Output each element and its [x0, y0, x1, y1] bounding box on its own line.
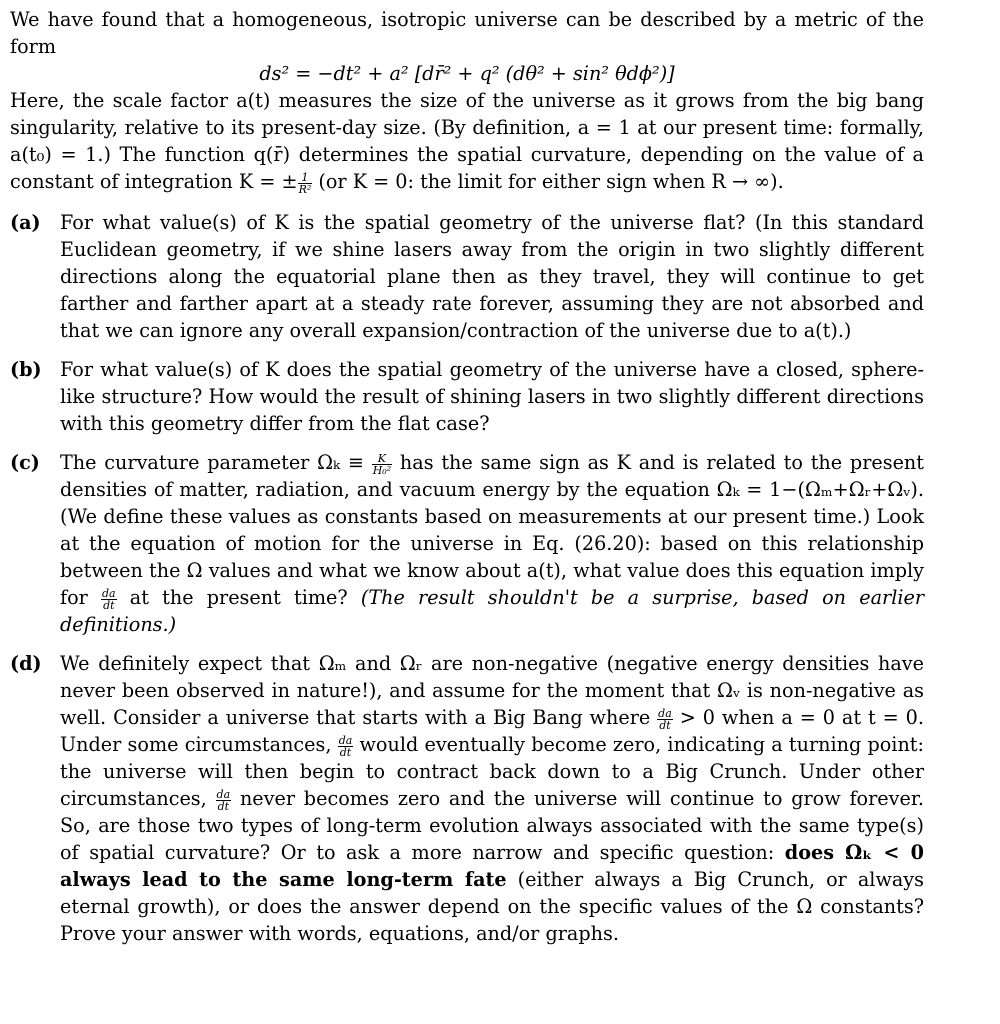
- part-d: [10, 650, 924, 947]
- part-d-text-3: would eventually become zero, indicating a turning point: the universe will then begin to contract back down to a Big Crunch. Under other circumstances,: [60, 733, 924, 810]
- part-d-text: [60, 650, 924, 947]
- part-a: [10, 209, 924, 344]
- part-b-label: (b): [10, 358, 42, 381]
- intro-paragraph-1: We have found that a homogeneous, isotropic universe can be described by a metric of the form: [10, 8, 924, 58]
- metric-equation: ds² = −dt² + a² [dr̄² + q² (dθ² + sin² θdϕ²)]: [259, 62, 675, 85]
- part-c-italic-note: (The result shouldn't be a surprise, based on earlier definitions.): [60, 586, 924, 636]
- part-c-text-1: The curvature parameter Ωₖ ≡: [60, 451, 372, 474]
- part-a-label: (a): [10, 211, 41, 234]
- intro-paragraph-2: [10, 87, 924, 195]
- one-over-r-squared-fraction: [298, 172, 313, 195]
- fraction-numerator: 1: [298, 172, 313, 184]
- part-b-text: For what value(s) of K does the spatial geometry of the universe have a closed, sphere-like structure? How would the result of shining lasers in two slightly different directions with this geometry differ from the flat case?: [60, 358, 924, 435]
- fraction-numerator: da: [658, 706, 672, 720]
- part-d-text-4: never becomes zero and the universe will continue to grow forever. So, are those two types of long-term evolution always associated with the same type(s) of spatial curvature? Or to ask a more narrow and specific question:: [60, 787, 924, 864]
- fraction-denominator: dt: [659, 718, 671, 732]
- part-c-text-2: has the same sign as K and is related to the present densities of matter, radiation, and vacuum energy by the equation Ωₖ = 1−(Ωₘ+Ωᵣ+Ωᵥ). (We define these values as constants based on measurements at our present time.) Look at the equation of motion for the universe in Eq. (26.20): based on this relationship between the Ω values and what we know about a(t), what value does this equation imply for: [60, 451, 924, 609]
- fraction-denominator: dt: [103, 598, 115, 612]
- part-d-bold-question: does Ωₖ < 0 always lead to the same long-term fate: [60, 841, 924, 891]
- da-dt-fraction: [101, 588, 117, 611]
- da-dt-fraction: [338, 735, 354, 758]
- part-c-text: [60, 449, 924, 638]
- fraction-denominator: dt: [339, 745, 352, 759]
- part-d-text-2: > 0 when a = 0 at t = 0. Under some circumstances,: [60, 706, 924, 756]
- fraction-numerator: K: [372, 453, 392, 465]
- da-dt-fraction: [216, 789, 232, 812]
- part-d-label: (d): [10, 652, 42, 675]
- fraction-denominator: R²: [298, 182, 312, 196]
- fraction-denominator: H₀²: [372, 463, 392, 477]
- part-b: [10, 356, 924, 437]
- part-c-label: (c): [10, 451, 40, 474]
- k-over-h0-squared-fraction: [372, 453, 392, 476]
- da-dt-fraction: [657, 708, 673, 731]
- part-d-text-1: We definitely expect that Ωₘ and Ωᵣ are non-negative (negative energy densities have never been observed in nature!), and assume for the moment that Ωᵥ is non-negative as well. Consider a universe that starts with a Big Bang where: [60, 652, 924, 729]
- part-c-text-3: at the present time?: [116, 586, 361, 609]
- fraction-numerator: da: [338, 733, 353, 747]
- fraction-numerator: da: [216, 787, 231, 801]
- intro2-text-2: (or K = 0: the limit for either sign when R → ∞).: [312, 170, 784, 193]
- part-d-text-5: (either always a Big Crunch, or always eternal growth), or does the answer depend on the specific values of the Ω constants? Prove your answer with words, equations, and/or graphs.: [60, 868, 924, 945]
- intro2-text-1: Here, the scale factor a(t) measures the size of the universe as it grows from the big bang singularity, relative to its present-day size. (By definition, a = 1 at our present time: formally, a(t₀) = 1.) The function q(r̄) determines the spatial curvature, depending on the value of a constant of integration K = ±: [10, 89, 924, 193]
- fraction-denominator: dt: [217, 799, 230, 813]
- part-a-text: For what value(s) of K is the spatial geometry of the universe flat? (In this standard Euclidean geometry, if we shine lasers away from the origin in two slightly different directions along the equatorial plane then as they travel, they will continue to get farther and farther apart at a steady rate forever, assuming they are not absorbed and that we can ignore any overall expansion/contraction of the universe due to a(t).): [60, 211, 924, 342]
- part-c: [10, 449, 924, 638]
- fraction-numerator: da: [102, 586, 116, 600]
- problem-document: [10, 6, 924, 959]
